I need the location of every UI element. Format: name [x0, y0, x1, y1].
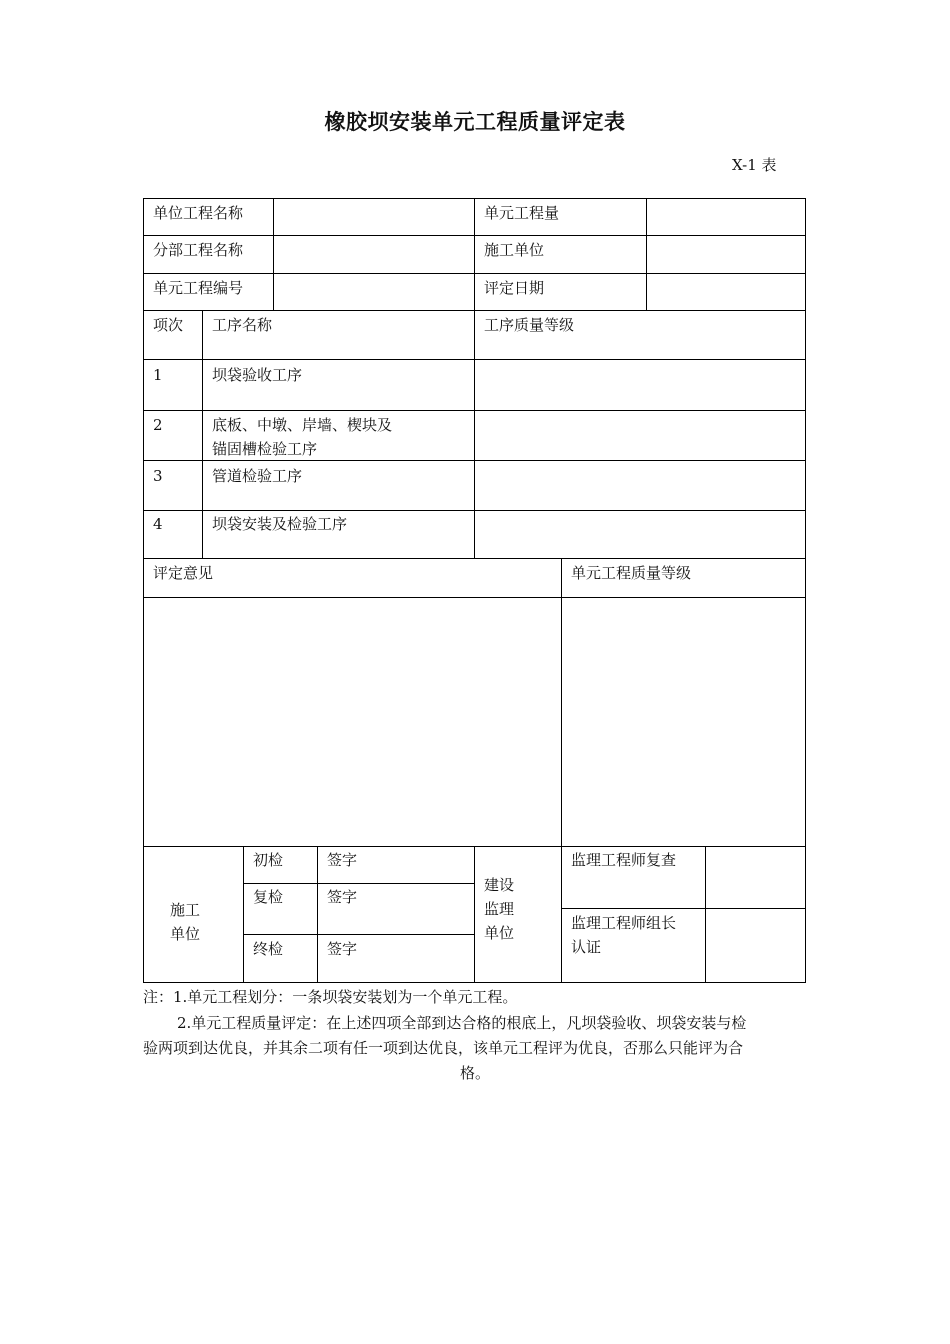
- initial-check-label: 初检: [253, 851, 284, 869]
- construction-unit-label: 施工单位: [484, 241, 545, 259]
- owner-supervisor-label-2: 监理: [484, 900, 515, 918]
- col-divider: [202, 310, 203, 558]
- col-divider: [474, 846, 475, 983]
- col-divider: [561, 558, 562, 983]
- note-2-continued: 验两项到达优良，并其余二项有任一项到达优良，该单元工程评为优良，否那么只能评为合: [143, 1039, 744, 1057]
- engineer-leader-label: 监理工程师组长: [571, 914, 677, 932]
- engineer-review-label: 监理工程师复查: [571, 851, 677, 869]
- col-divider: [317, 846, 318, 983]
- row-divider: [143, 597, 806, 598]
- process-name-column-header: 工序名称: [212, 316, 273, 334]
- col-divider: [273, 198, 274, 310]
- table-border-left: [143, 198, 144, 983]
- note-1: 注：1.单元工程划分：一条坝袋安装划为一个单元工程。: [143, 988, 518, 1006]
- process-no: 4: [153, 515, 163, 533]
- note-2: 2.单元工程质量评定：在上述四项全部到达合格的根底上，凡坝袋验收、坝袋安装与检: [177, 1014, 747, 1032]
- sign-label: 签字: [327, 940, 358, 958]
- division-project-name-label: 分部工程名称: [153, 241, 244, 259]
- process-name: 管道检验工序: [212, 467, 303, 485]
- owner-supervisor-label: 建设: [484, 876, 515, 894]
- recheck-label: 复检: [253, 888, 284, 906]
- owner-supervisor-label-3: 单位: [484, 924, 515, 942]
- process-name: 坝袋安装及检验工序: [212, 515, 348, 533]
- row-divider: [243, 934, 474, 935]
- table-border-right: [805, 198, 806, 983]
- opinion-label: 评定意见: [153, 564, 214, 582]
- page-title: 橡胶坝安装单元工程质量评定表: [324, 109, 626, 134]
- assess-date-label: 评定日期: [484, 279, 545, 297]
- process-grade-column-header: 工序质量等级: [484, 316, 575, 334]
- engineer-leader-label-continued: 认证: [571, 938, 602, 956]
- process-no: 2: [153, 416, 163, 434]
- constructor-label: 施工: [170, 901, 201, 919]
- row-divider: [561, 908, 806, 909]
- process-name: 坝袋验收工序: [212, 366, 303, 384]
- element-grade-label: 单元工程质量等级: [571, 564, 692, 582]
- col-divider: [705, 846, 706, 983]
- col-divider: [646, 198, 647, 310]
- col-divider: [243, 846, 244, 983]
- process-no: 1: [153, 366, 163, 384]
- sign-label: 签字: [327, 888, 358, 906]
- form-code: X-1 表: [732, 156, 777, 174]
- process-no: 3: [153, 467, 163, 485]
- final-check-label: 终检: [253, 940, 284, 958]
- unit-element-qty-label: 单元工程量: [484, 204, 560, 222]
- note-2-end: 格。: [459, 1064, 490, 1082]
- constructor-label-continued: 单位: [170, 925, 201, 943]
- element-project-no-label: 单元工程编号: [153, 279, 244, 297]
- process-name-continued: 锚固槽检验工序: [212, 440, 318, 458]
- row-divider: [243, 883, 474, 884]
- col-divider: [474, 198, 475, 559]
- sign-label: 签字: [327, 851, 358, 869]
- item-column-header: 项次: [153, 316, 184, 334]
- process-name: 底板、中墩、岸墙、楔块及: [212, 416, 393, 434]
- unit-project-name-label: 单位工程名称: [153, 204, 244, 222]
